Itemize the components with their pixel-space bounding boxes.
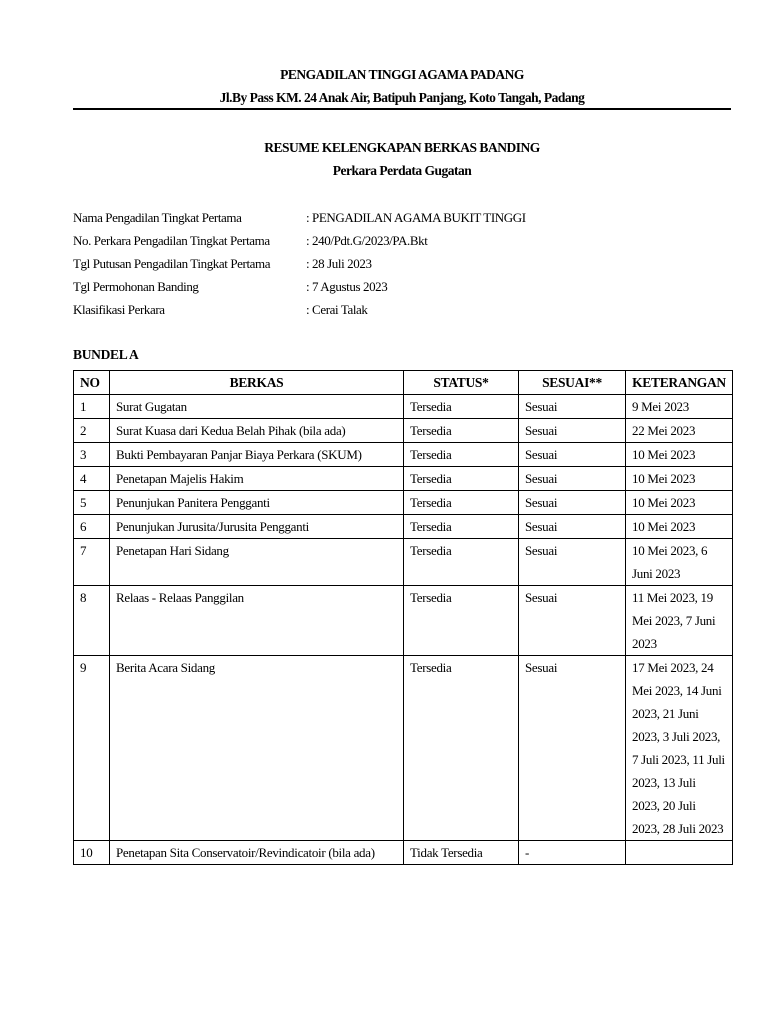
cell-keterangan [626,841,733,865]
table-row [74,515,733,539]
court-name: PENGADILAN TINGGI AGAMA PADANG [280,67,524,82]
column-header-status: STATUS* [404,371,519,395]
cell-status: Tersedia [404,443,519,467]
cell-no: 4 [74,467,110,491]
table-row [74,586,733,656]
cell-sesuai: Sesuai [519,586,626,656]
info-value: : 240/Pdt.G/2023/PA.Bkt [306,233,428,248]
cell-sesuai: - [519,841,626,865]
cell-no: 3 [74,443,110,467]
table-row [74,419,733,443]
case-info [73,208,731,323]
cell-keterangan: 22 Mei 2023 [626,419,733,443]
cell-keterangan: 9 Mei 2023 [626,395,733,419]
cell-status: Tersedia [404,656,519,841]
column-header-berkas: BERKAS [110,371,404,395]
info-row-case-number [73,231,731,254]
cell-keterangan: 10 Mei 2023, 6 Juni 2023 [626,539,733,586]
cell-keterangan: 10 Mei 2023 [626,467,733,491]
cell-berkas: Penunjukan Jurusita/Jurusita Pengganti [110,515,404,539]
cell-keterangan: 17 Mei 2023, 24 Mei 2023, 14 Juni 2023, 21 Juni 2023, 3 Juli 2023, 7 Juli 2023, 11 Juli 2023, 13 Juli 2023, 20 Juli 2023, 28 Juli 2023 [626,656,733,841]
cell-no: 7 [74,539,110,586]
cell-no: 10 [74,841,110,865]
cell-berkas: Penetapan Hari Sidang [110,539,404,586]
court-address: Jl.By Pass KM. 24 Anak Air, Batipuh Panjang, Koto Tangah, Padang [219,90,585,105]
column-header-no: NO [74,371,110,395]
cell-sesuai: Sesuai [519,656,626,841]
cell-sesuai: Sesuai [519,443,626,467]
cell-status: Tersedia [404,515,519,539]
table-row [74,539,733,586]
cell-berkas: Relaas - Relaas Panggilan [110,586,404,656]
column-header-sesuai: SESUAI** [519,371,626,395]
table-row [74,656,733,841]
cell-sesuai: Sesuai [519,467,626,491]
cell-keterangan: 10 Mei 2023 [626,515,733,539]
cell-sesuai: Sesuai [519,539,626,586]
info-value: : 7 Agustus 2023 [306,279,388,294]
cell-status: Tersedia [404,586,519,656]
info-value: : PENGADILAN AGAMA BUKIT TINGGI [306,210,526,225]
cell-no: 1 [74,395,110,419]
cell-berkas: Berita Acara Sidang [110,656,404,841]
cell-keterangan: 10 Mei 2023 [626,491,733,515]
document-subtitle: Perkara Perdata Gugatan [332,163,472,178]
info-label: No. Perkara Pengadilan Tingkat Pertama [73,233,270,248]
cell-status: Tersedia [404,419,519,443]
table-row [74,491,733,515]
cell-sesuai: Sesuai [519,515,626,539]
column-header-keterangan: KETERANGAN [626,371,733,395]
info-row-appeal-date [73,277,731,300]
cell-status: Tersedia [404,395,519,419]
table-row [74,443,733,467]
cell-no: 9 [74,656,110,841]
info-row-classification [73,300,731,323]
cell-no: 5 [74,491,110,515]
document-title: RESUME KELENGKAPAN BERKAS BANDING [264,140,540,155]
cell-berkas: Penunjukan Panitera Pengganti [110,491,404,515]
table-row [74,841,733,865]
cell-status: Tersedia [404,539,519,586]
bundle-label: BUNDEL A [73,347,139,362]
cell-berkas: Penetapan Majelis Hakim [110,467,404,491]
info-label: Klasifikasi Perkara [73,302,165,317]
cell-berkas: Surat Kuasa dari Kedua Belah Pihak (bila ada) [110,419,404,443]
cell-berkas: Surat Gugatan [110,395,404,419]
cell-status: Tersedia [404,467,519,491]
cell-status: Tidak Tersedia [404,841,519,865]
cell-no: 6 [74,515,110,539]
cell-keterangan: 10 Mei 2023 [626,443,733,467]
table-row [74,467,733,491]
info-value: : Cerai Talak [306,302,368,317]
cell-status: Tersedia [404,491,519,515]
info-row-court [73,208,731,231]
table-row [74,395,733,419]
info-label: Tgl Permohonan Banding [73,279,199,294]
table-header-row [74,371,733,395]
cell-sesuai: Sesuai [519,395,626,419]
cell-no: 2 [74,419,110,443]
cell-keterangan: 11 Mei 2023, 19 Mei 2023, 7 Juni 2023 [626,586,733,656]
info-row-decision-date [73,254,731,277]
cell-berkas: Bukti Pembayaran Panjar Biaya Perkara (SKUM) [110,443,404,467]
info-value: : 28 Juli 2023 [306,256,372,271]
info-label: Tgl Putusan Pengadilan Tingkat Pertama [73,256,271,271]
cell-berkas: Penetapan Sita Conservatoir/Revindicatoir (bila ada) [110,841,404,865]
files-table [73,370,733,865]
header-divider [73,108,731,110]
cell-sesuai: Sesuai [519,491,626,515]
info-label: Nama Pengadilan Tingkat Pertama [73,210,242,225]
cell-sesuai: Sesuai [519,419,626,443]
cell-no: 8 [74,586,110,656]
